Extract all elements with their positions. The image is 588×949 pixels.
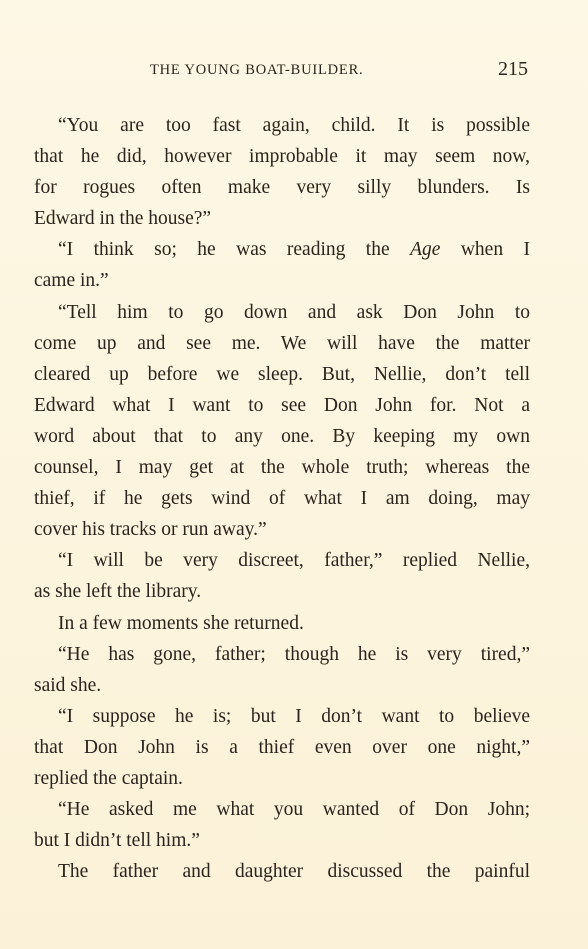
text-line: as she left the library. — [34, 581, 202, 603]
text-line: “I will be very discreet, father,” replied Nellie, — [58, 550, 530, 572]
text-line: came in.” — [34, 270, 109, 292]
running-header — [34, 58, 530, 88]
text-line: The father and daughter discussed the painful — [58, 861, 530, 883]
text-line: come up and see me. We will have the matter — [34, 332, 530, 354]
text-line: but I didn’t tell him.” — [34, 830, 200, 852]
text-line: “Tell him to go down and ask Don John to — [58, 301, 530, 323]
text-line: cover his tracks or run away.” — [34, 519, 267, 541]
text-line: “You are too fast again, child. It is possible — [58, 115, 530, 136]
text-line: “He has gone, father; though he is very tired,” — [58, 643, 530, 665]
italic-title-age: Age — [410, 239, 441, 261]
page-number: 215 — [498, 58, 528, 80]
text-line: word about that to any one. By keeping my own — [34, 425, 530, 447]
text-line: In a few moments she returned. — [58, 612, 304, 634]
text-line: said she. — [34, 674, 102, 696]
text-line: “I think so; he was reading the Age when I — [58, 239, 531, 261]
text-line: thief, if he gets wind of what I am doing, may — [34, 488, 530, 510]
text-line: that Don John is a thief even over one night,” — [34, 736, 530, 758]
text-line: replied the captain. — [34, 767, 183, 789]
text-line: counsel, I may get at the whole truth; whereas the — [34, 457, 530, 479]
text-line: that he did, however improbable it may seem now, — [34, 146, 530, 168]
text-line: “I suppose he is; but I don’t want to believe — [58, 705, 530, 727]
text-line: cleared up before we sleep. But, Nellie, don’t tell — [34, 363, 530, 385]
body-text — [34, 110, 530, 887]
text-line: Edward in the house?” — [34, 208, 212, 230]
text-line: “He asked me what you wanted of Don John; — [58, 799, 530, 821]
running-title: THE YOUNG BOAT-BUILDER. — [150, 62, 364, 78]
text-line: for rogues often make very silly blunders. Is — [34, 177, 530, 199]
text-line: Edward what I want to see Don John for. Not a — [34, 394, 530, 416]
